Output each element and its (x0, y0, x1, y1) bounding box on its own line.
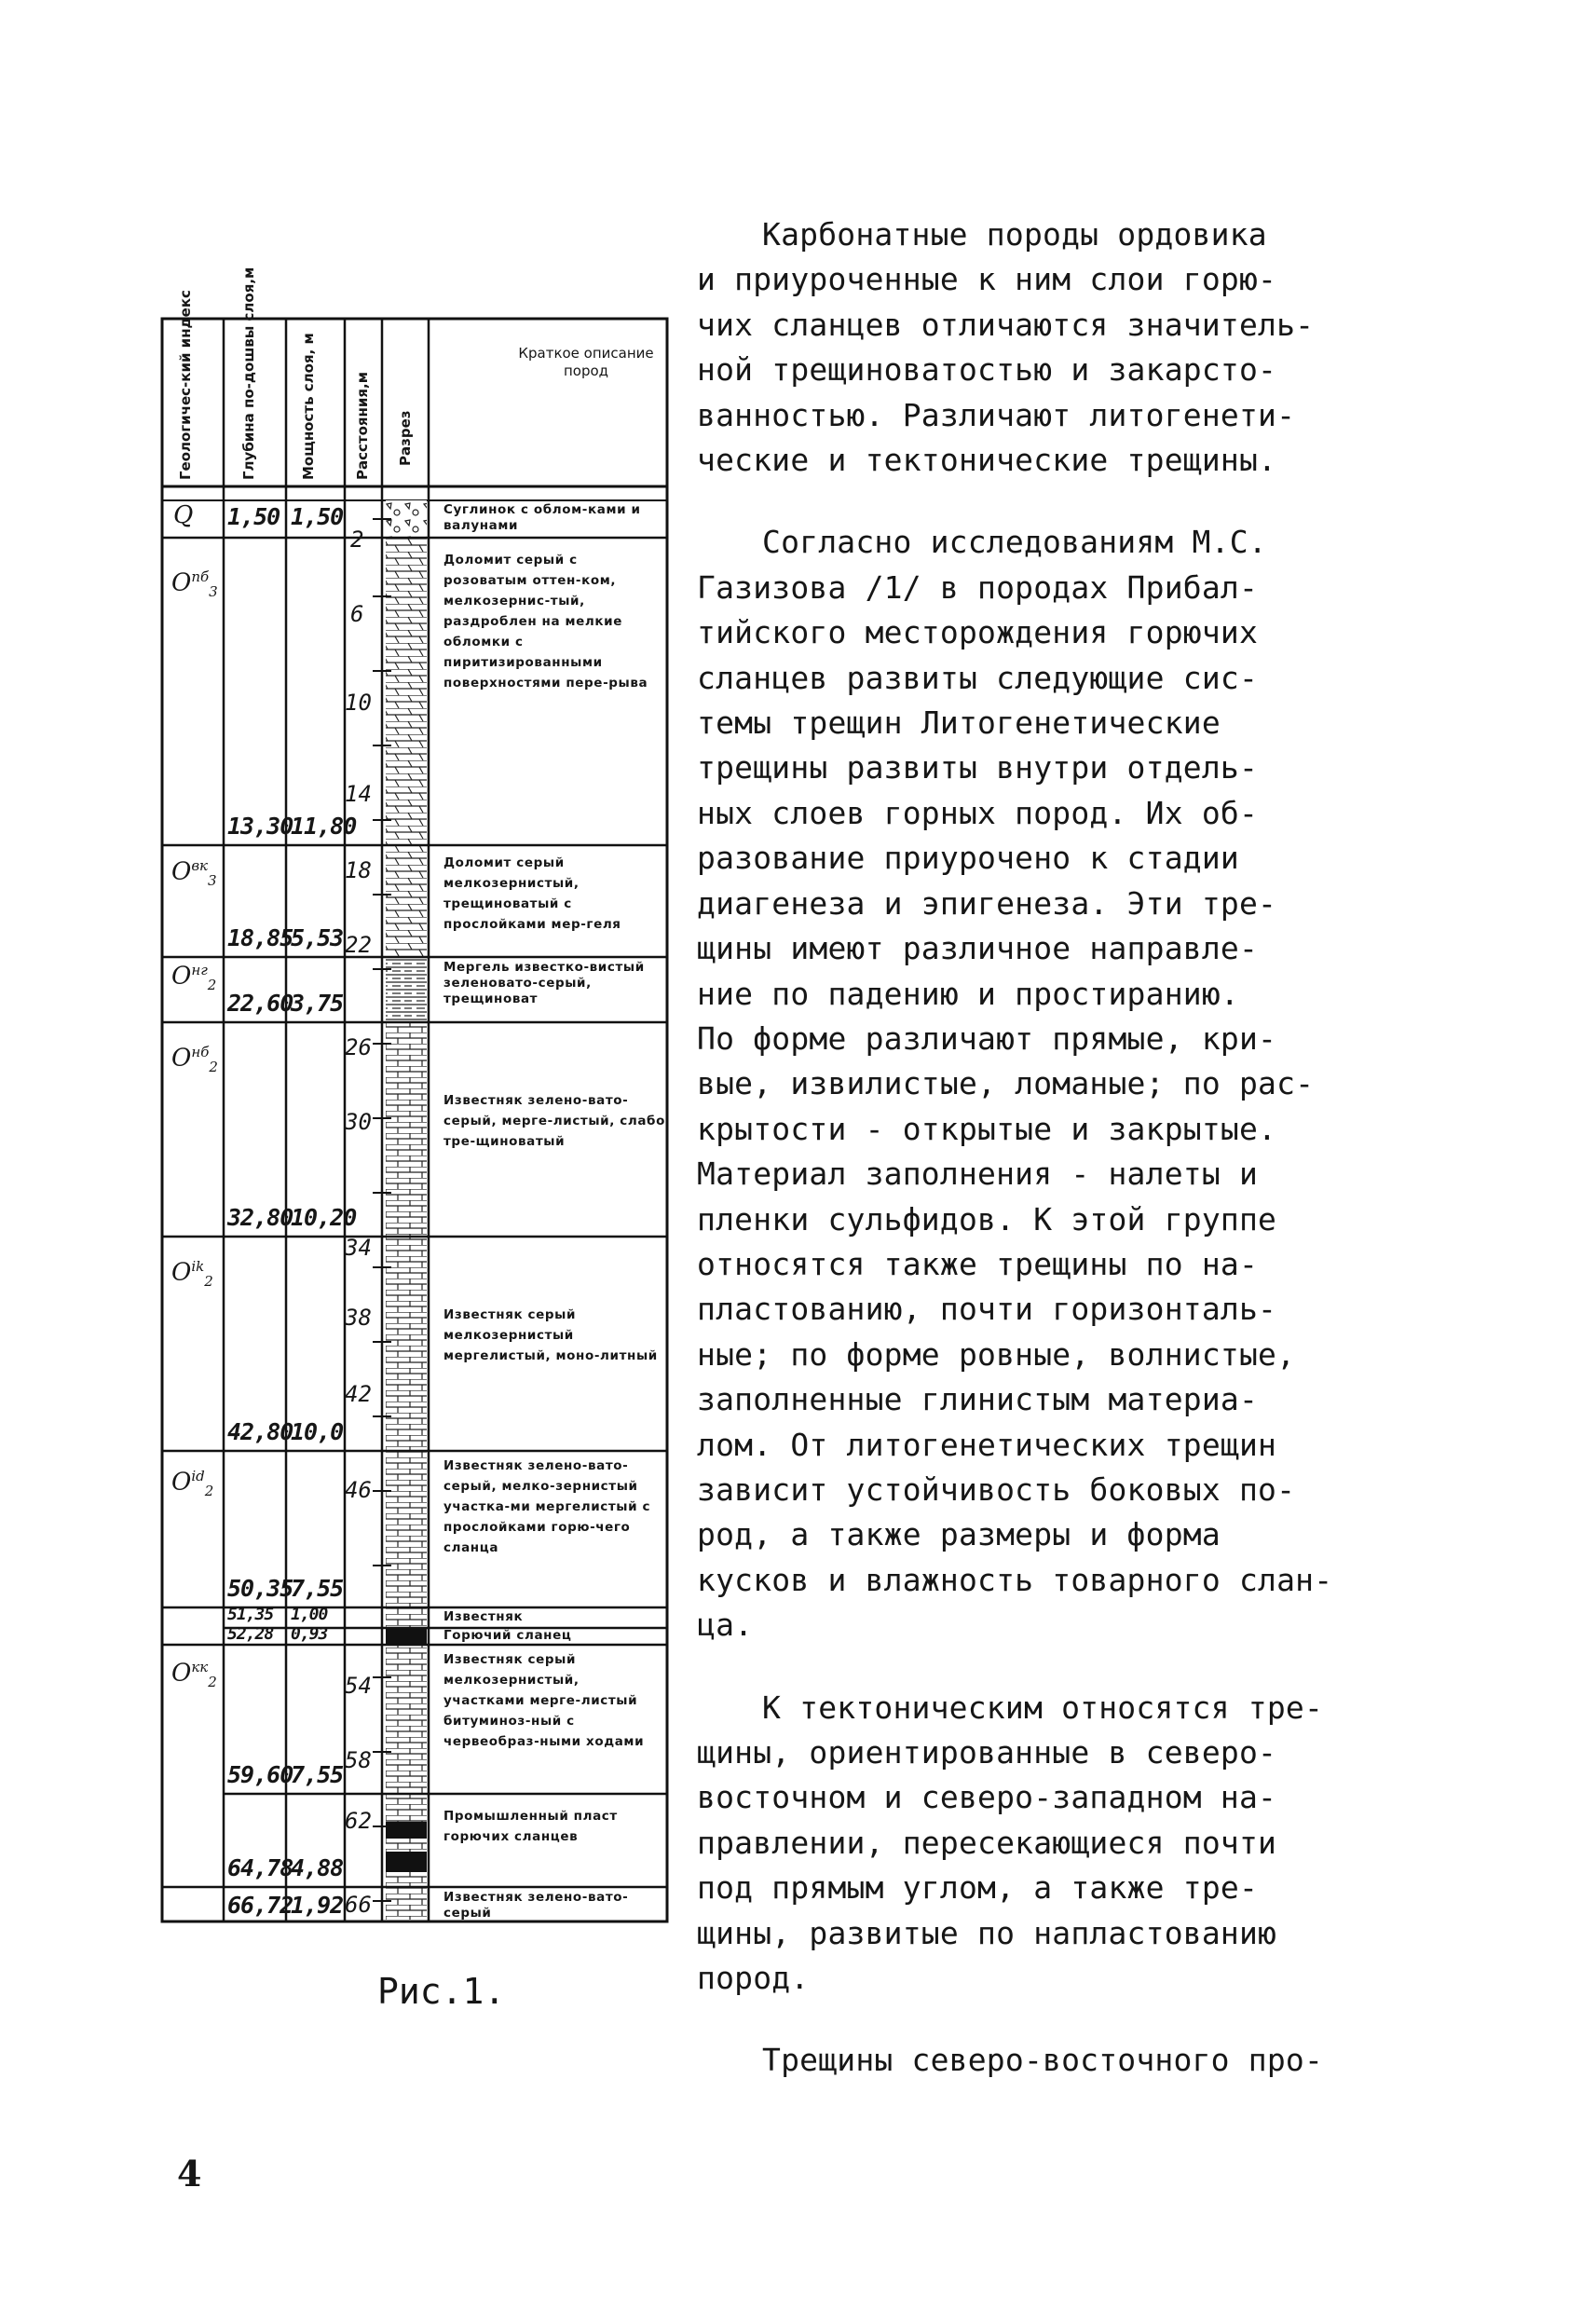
text-line: относятся также трещины по на- (697, 1245, 1259, 1282)
layer-description: Известняк зелено-вато-серый, мерге-листый, слабо тре-щиноватый (443, 1093, 665, 1149)
text-line: зависит устойчивость боковых пo- (697, 1470, 1296, 1508)
distance-mark: 66 (345, 1892, 372, 1918)
thickness-value: 7,55 (291, 1761, 344, 1788)
index-label: $O^{нг}_2$ (171, 962, 217, 993)
text-line: пленки сульфидов. К этой группе (697, 1200, 1277, 1238)
text-line: тийского месторождения горючих (697, 614, 1259, 651)
thickness-value: 10,20 (291, 1204, 357, 1231)
depth-value: 32,80 (227, 1204, 293, 1231)
text-line: диагенеза и эпигенеза. Эти тре- (697, 884, 1277, 922)
distance-mark: 34 (345, 1235, 372, 1261)
text-line: пород. (697, 1960, 810, 1997)
header-index: Геологичес-кий индекс (177, 290, 194, 480)
depth-value: 66,72 (227, 1892, 293, 1919)
distance-mark: 30 (345, 1109, 372, 1135)
depth-value: 51,35 (227, 1605, 274, 1624)
index-label: $O^{пб}_3$ (171, 568, 218, 600)
text-line: трещины развиты внутри отдель- (697, 749, 1259, 786)
thickness-value: 4,88 (291, 1854, 344, 1881)
paragraph-4 (697, 2038, 1470, 2083)
index-label: $O^{кк}_2$ (171, 1659, 217, 1690)
text-line: Трещины северо-восточного про- (762, 2042, 1324, 2079)
distance-mark: 54 (345, 1673, 372, 1699)
depth-value: 50,35 (227, 1575, 293, 1602)
layer-description: Известняк серый мелкозернистый мергелистый, моно-литный (443, 1307, 658, 1363)
layer-description: Промышленный пласт горючих сланцев (443, 1809, 618, 1844)
header-distance: Расстояния,м (354, 372, 371, 480)
thickness-value: 1,92 (291, 1892, 344, 1919)
text-line: восточном и северо-западном на- (697, 1779, 1277, 1816)
thickness-value: 5,53 (291, 924, 344, 951)
thickness-value: 7,55 (291, 1575, 344, 1602)
distance-mark: 14 (345, 781, 372, 807)
header-thickness: Мощность слоя, м (300, 333, 317, 480)
layer-description: Доломит серый с розоватым оттен-ком, мелкозернис-тый, раздроблен на мелкие обломки с пиритизированными поверхностями пере-рыва (443, 553, 648, 691)
index-label: Q (173, 501, 194, 529)
page-number: 4 (177, 2153, 202, 2195)
text-line: и приуроченные к ним слои горю- (697, 261, 1277, 298)
text-line: Карбонатные породы ордовика (762, 216, 1267, 253)
distance-mark: 46 (345, 1477, 372, 1503)
layer-description: Доломит серый мелкозернистый, трещиноватый с прослойками мер-геля (443, 855, 621, 932)
text-line: ца. (697, 1607, 754, 1644)
text-line: род, а также размеры и форма (697, 1516, 1221, 1553)
layer-description: Известняк серый мелкозернистый, участками мерге-листый битуминоз-ный с червеобраз-ными ходами (443, 1652, 645, 1749)
text-line: заполненные глинистым материа- (697, 1381, 1259, 1418)
text-line: вые, извилистые, ломаные; по рас- (697, 1065, 1315, 1102)
index-label: $O^{ik}_2$ (171, 1258, 213, 1290)
thickness-value: 1,00 (291, 1605, 328, 1624)
text-line: По форме различают прямые, кри- (697, 1019, 1277, 1057)
text-line: пластованию, почти горизонталь- (697, 1291, 1277, 1328)
layer-description: Горючий сланец (443, 1628, 572, 1643)
depth-value: 42,80 (227, 1418, 293, 1445)
paragraph-2 (697, 520, 1470, 1648)
text-line: сланцев развиты следующие сис- (697, 659, 1259, 696)
text-line: правлении, пересекающиеся почти (697, 1824, 1277, 1861)
text-line: Газизова /1/ в породах Прибал- (697, 568, 1259, 606)
distance-mark: 6 (350, 601, 364, 627)
thickness-value: 3,75 (291, 990, 344, 1017)
depth-value: 52,28 (227, 1624, 274, 1644)
text-line: крытости - открытые и закрытые. (697, 1110, 1277, 1147)
index-label: $O^{нб}_2$ (171, 1044, 218, 1075)
layer-description: Известняк зелено-вато-серый, мелко-зернистый участка-ми мергелистый с прослойками горю-чего сланца (443, 1458, 651, 1555)
text-line: ванностью. Различают литогенети- (697, 396, 1296, 433)
distance-mark: 58 (345, 1747, 372, 1773)
depth-value: 22,60 (227, 990, 293, 1017)
distance-mark: 26 (345, 1034, 372, 1060)
index-label: $O^{вк}_3$ (171, 857, 217, 889)
distance-mark: 38 (345, 1305, 372, 1331)
layer-description: Известняк зелено-вато-серый (443, 1890, 629, 1921)
depth-value: 59,60 (227, 1761, 293, 1788)
depth-value: 18,85 (227, 924, 293, 951)
thickness-value: 11,80 (291, 813, 357, 840)
thickness-value: 1,50 (291, 503, 344, 530)
text-line: ной трещиноватостью и закарсто- (697, 351, 1277, 389)
paragraph-3 (697, 1686, 1470, 2002)
text-line: ние по падению и простиранию. (697, 975, 1239, 1012)
body-text (697, 212, 1470, 2084)
text-line: щины, ориентированные в северо- (697, 1734, 1277, 1771)
paragraph-1 (697, 212, 1470, 483)
thickness-value: 10,0 (291, 1418, 344, 1445)
text-line: ные; по форме ровные, волнистые, (697, 1335, 1296, 1373)
text-line: под прямым углом, а также тре- (697, 1869, 1259, 1907)
figure-caption: Рис.1. (377, 1971, 506, 2012)
text-line: чих сланцев отличаются значитель- (697, 306, 1315, 343)
text-line: ных слоев горных пород. Их об- (697, 794, 1259, 831)
stratigraphic-column-figure (160, 267, 671, 1929)
text-line: щины, развитые по напластованию (697, 1914, 1277, 1951)
text-line: темы трещин Литогенетические (697, 704, 1221, 742)
layer-description: Мергель известко-вистый зеленовато-серый, трещиноват (443, 960, 645, 1006)
distance-mark: 62 (345, 1808, 372, 1834)
header-description: Краткое описание пород (518, 345, 654, 379)
layer-description: Известняк (443, 1609, 524, 1624)
text-line: кусков и влажность товарного слан- (697, 1561, 1333, 1598)
thickness-value: 0,93 (291, 1624, 328, 1644)
text-line: щины имеют различное направле- (697, 930, 1259, 967)
header-section: Разрез (397, 410, 414, 466)
distance-mark: 2 (350, 526, 364, 553)
index-label: $O^{id}_2$ (171, 1468, 214, 1499)
header-depth: Глубина по-дошвы слоя,м (240, 267, 257, 480)
depth-value: 1,50 (227, 503, 280, 530)
text-line: К тектоническим относятся тре- (762, 1689, 1324, 1726)
text-line: ческие и тектонические трещины. (697, 442, 1277, 479)
text-line: Согласно исследованиям М.С. (762, 524, 1267, 561)
text-line: разование приурочено к стадии (697, 840, 1239, 877)
distance-mark: 10 (345, 690, 372, 716)
text-line: лом. От литогенетических трещин (697, 1426, 1277, 1463)
depth-value: 13,30 (227, 813, 293, 840)
distance-mark: 22 (345, 932, 372, 958)
distance-mark: 42 (345, 1381, 372, 1407)
depth-value: 64,78 (227, 1854, 293, 1881)
distance-mark: 18 (345, 857, 372, 883)
text-line: Материал заполнения - налеты и (697, 1156, 1259, 1193)
layer-description: Суглинок с облом-ками и валунами (443, 502, 641, 533)
